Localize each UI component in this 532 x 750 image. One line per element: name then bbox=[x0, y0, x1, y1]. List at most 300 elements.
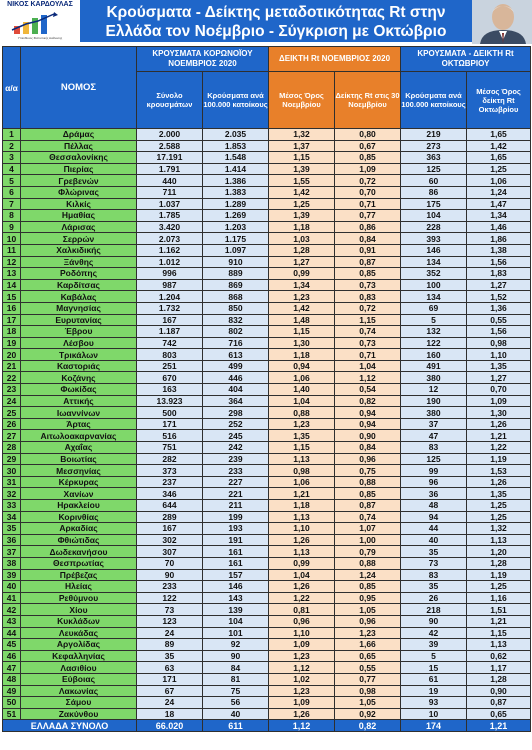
total-cases: 289 bbox=[137, 511, 203, 523]
cases-per-100k: 1.175 bbox=[203, 233, 269, 245]
table-row bbox=[3, 186, 531, 198]
rt-30-nov: 0,73 bbox=[335, 337, 401, 349]
total-cases: 516 bbox=[137, 430, 203, 442]
title-banner bbox=[0, 0, 532, 44]
rt-average: 1,13 bbox=[269, 453, 335, 465]
total-rt-average: 1,12 bbox=[269, 720, 335, 732]
oct-per-100k: 48 bbox=[401, 500, 467, 512]
total-cases: 711 bbox=[137, 186, 203, 198]
prefecture-name: Λάρισας bbox=[21, 221, 137, 233]
oct-rt: 1,27 bbox=[467, 372, 531, 384]
total-row bbox=[3, 720, 531, 732]
cases-per-100k: 499 bbox=[203, 360, 269, 372]
oct-rt: 1,53 bbox=[467, 465, 531, 477]
rt-average: 1,21 bbox=[269, 488, 335, 500]
cases-per-100k: 298 bbox=[203, 407, 269, 419]
oct-per-100k: 273 bbox=[401, 140, 467, 152]
row-number: 39 bbox=[3, 569, 21, 581]
table-row bbox=[3, 302, 531, 314]
cases-per-100k: 139 bbox=[203, 604, 269, 616]
table-row bbox=[3, 163, 531, 175]
row-number: 23 bbox=[3, 384, 21, 396]
total-cases: 90 bbox=[137, 569, 203, 581]
rt-30-nov: 0,72 bbox=[335, 302, 401, 314]
total-cases: 18 bbox=[137, 708, 203, 720]
rt-30-nov: 0,85 bbox=[335, 581, 401, 593]
row-number: 46 bbox=[3, 650, 21, 662]
row-number: 5 bbox=[3, 175, 21, 187]
oct-per-100k: 190 bbox=[401, 395, 467, 407]
cases-per-100k: 716 bbox=[203, 337, 269, 349]
rt-30-nov: 0,75 bbox=[335, 465, 401, 477]
total-cases: 644 bbox=[137, 500, 203, 512]
prefecture-name: Πέλλας bbox=[21, 140, 137, 152]
oct-rt: 1,36 bbox=[467, 302, 531, 314]
oct-per-100k: 26 bbox=[401, 592, 467, 604]
rt-average: 0,98 bbox=[269, 465, 335, 477]
rt-average: 1,23 bbox=[269, 685, 335, 697]
oct-per-100k: 132 bbox=[401, 326, 467, 338]
prefecture-name: Λέσβου bbox=[21, 337, 137, 349]
rt-30-nov: 0,80 bbox=[335, 129, 401, 141]
oct-per-100k: 47 bbox=[401, 430, 467, 442]
rt-30-nov: 0,98 bbox=[335, 685, 401, 697]
oct-per-100k: 96 bbox=[401, 476, 467, 488]
table-row bbox=[3, 569, 531, 581]
rt-30-nov: 1,15 bbox=[335, 314, 401, 326]
table-row bbox=[3, 546, 531, 558]
rt-average: 1,06 bbox=[269, 372, 335, 384]
prefecture-name: Λασιθίου bbox=[21, 662, 137, 674]
rt-30-nov: 0,77 bbox=[335, 210, 401, 222]
total-cases: 1.732 bbox=[137, 302, 203, 314]
rt-average: 1,39 bbox=[269, 163, 335, 175]
row-number: 24 bbox=[3, 395, 21, 407]
row-number: 51 bbox=[3, 708, 21, 720]
oct-rt: 1,30 bbox=[467, 407, 531, 419]
row-number: 19 bbox=[3, 337, 21, 349]
total-cases: 233 bbox=[137, 581, 203, 593]
cases-per-100k: 75 bbox=[203, 685, 269, 697]
total-cases: 70 bbox=[137, 557, 203, 569]
cases-per-100k: 56 bbox=[203, 697, 269, 709]
cases-per-100k: 227 bbox=[203, 476, 269, 488]
rt-average: 1,15 bbox=[269, 152, 335, 164]
cases-per-100k: 81 bbox=[203, 673, 269, 685]
oct-rt: 1,32 bbox=[467, 523, 531, 535]
oct-rt: 1,86 bbox=[467, 233, 531, 245]
total-cases: 996 bbox=[137, 268, 203, 280]
rt-30-nov: 1,00 bbox=[335, 534, 401, 546]
table-row bbox=[3, 314, 531, 326]
rt-average: 1,13 bbox=[269, 511, 335, 523]
rt-30-nov: 0,90 bbox=[335, 430, 401, 442]
total-cases: 24 bbox=[137, 697, 203, 709]
rt-30-nov: 1,07 bbox=[335, 523, 401, 535]
total-cases: 122 bbox=[137, 592, 203, 604]
table-row bbox=[3, 592, 531, 604]
oct-per-100k: 5 bbox=[401, 650, 467, 662]
rt-30-nov: 1,24 bbox=[335, 569, 401, 581]
table-row bbox=[3, 442, 531, 454]
row-number: 6 bbox=[3, 186, 21, 198]
prefecture-name: Λευκάδας bbox=[21, 627, 137, 639]
rt-average: 1,09 bbox=[269, 639, 335, 651]
total-cases: 2.000 bbox=[137, 129, 203, 141]
oct-rt: 1,46 bbox=[467, 221, 531, 233]
cases-per-100k: 364 bbox=[203, 395, 269, 407]
oct-per-100k: 83 bbox=[401, 569, 467, 581]
rt-average: 1,12 bbox=[269, 662, 335, 674]
table-row bbox=[3, 210, 531, 222]
total-cases: 670 bbox=[137, 372, 203, 384]
rt-30-nov: 0,86 bbox=[335, 221, 401, 233]
row-number: 14 bbox=[3, 279, 21, 291]
oct-rt: 0,87 bbox=[467, 697, 531, 709]
rt-average: 1,18 bbox=[269, 349, 335, 361]
rt-average: 1,06 bbox=[269, 476, 335, 488]
total-cases: 282 bbox=[137, 453, 203, 465]
row-number: 38 bbox=[3, 557, 21, 569]
prefecture-name: Καρδίτσας bbox=[21, 279, 137, 291]
author-photo bbox=[472, 0, 532, 44]
oct-per-100k: 35 bbox=[401, 581, 467, 593]
prefecture-name: Ηλείας bbox=[21, 581, 137, 593]
oct-per-100k: 61 bbox=[401, 673, 467, 685]
row-number: 17 bbox=[3, 314, 21, 326]
rt-average: 1,09 bbox=[269, 697, 335, 709]
oct-per-100k: 363 bbox=[401, 152, 467, 164]
column-header-oct-rt: Μέσος Όρος δείκτη Rt Οκτωβρίου bbox=[467, 72, 531, 129]
rt-average: 1,04 bbox=[269, 569, 335, 581]
table-row bbox=[3, 465, 531, 477]
oct-per-100k: 73 bbox=[401, 557, 467, 569]
total-cases: 373 bbox=[137, 465, 203, 477]
total-cases: 171 bbox=[137, 418, 203, 430]
oct-rt: 0,62 bbox=[467, 650, 531, 662]
row-number: 30 bbox=[3, 465, 21, 477]
oct-rt: 1,10 bbox=[467, 349, 531, 361]
rt-30-nov: 1,05 bbox=[335, 604, 401, 616]
table-row bbox=[3, 685, 531, 697]
cases-per-100k: 1.383 bbox=[203, 186, 269, 198]
column-header-cases-per-100k: Κρούσματα ανά 100.000 κατοίκους bbox=[203, 72, 269, 129]
rt-average: 1,26 bbox=[269, 534, 335, 546]
row-number: 8 bbox=[3, 210, 21, 222]
cases-per-100k: 1.203 bbox=[203, 221, 269, 233]
cases-per-100k: 446 bbox=[203, 372, 269, 384]
total-cases: 163 bbox=[137, 384, 203, 396]
table-body bbox=[3, 129, 531, 720]
prefecture-name: Μεσσηνίας bbox=[21, 465, 137, 477]
rt-30-nov: 0,84 bbox=[335, 442, 401, 454]
row-number: 37 bbox=[3, 546, 21, 558]
prefecture-name: Δράμας bbox=[21, 129, 137, 141]
cases-per-100k: 239 bbox=[203, 453, 269, 465]
oct-rt: 1,56 bbox=[467, 326, 531, 338]
table-row bbox=[3, 557, 531, 569]
oct-per-100k: 122 bbox=[401, 337, 467, 349]
prefecture-name: Μαγνησίας bbox=[21, 302, 137, 314]
rt-30-nov: 0,79 bbox=[335, 546, 401, 558]
oct-per-100k: 146 bbox=[401, 244, 467, 256]
row-number: 36 bbox=[3, 534, 21, 546]
table-row bbox=[3, 650, 531, 662]
rt-30-nov: 0,88 bbox=[335, 557, 401, 569]
rt-average: 0,88 bbox=[269, 407, 335, 419]
rt-30-nov: 0,74 bbox=[335, 326, 401, 338]
rt-30-nov: 0,87 bbox=[335, 500, 401, 512]
row-number: 33 bbox=[3, 500, 21, 512]
prefecture-name: Αχαΐας bbox=[21, 442, 137, 454]
table-row bbox=[3, 349, 531, 361]
prefecture-name: Ηρακλείου bbox=[21, 500, 137, 512]
cases-per-100k: 221 bbox=[203, 488, 269, 500]
rt-average: 1,18 bbox=[269, 221, 335, 233]
rt-average: 1,28 bbox=[269, 244, 335, 256]
total-rt-30-nov: 0,82 bbox=[335, 720, 401, 732]
oct-rt: 1,21 bbox=[467, 430, 531, 442]
oct-per-100k: 125 bbox=[401, 453, 467, 465]
row-number: 34 bbox=[3, 511, 21, 523]
column-header-nomos: ΝΟΜΟΣ bbox=[21, 47, 137, 129]
row-number: 16 bbox=[3, 302, 21, 314]
oct-per-100k: 60 bbox=[401, 175, 467, 187]
rt-30-nov: 1,04 bbox=[335, 360, 401, 372]
row-number: 4 bbox=[3, 163, 21, 175]
prefecture-name: Γρεβενών bbox=[21, 175, 137, 187]
cases-table bbox=[2, 46, 531, 732]
rt-30-nov: 0,96 bbox=[335, 453, 401, 465]
rt-30-nov: 0,85 bbox=[335, 152, 401, 164]
oct-rt: 1,22 bbox=[467, 442, 531, 454]
total-cases: 63 bbox=[137, 662, 203, 674]
rt-average: 0,96 bbox=[269, 615, 335, 627]
total-label: ΕΛΛΑΔΑ ΣΥΝΟΛΟ bbox=[3, 720, 137, 732]
oct-rt: 1,35 bbox=[467, 488, 531, 500]
rt-average: 0,99 bbox=[269, 557, 335, 569]
total-cases: 2.073 bbox=[137, 233, 203, 245]
total-cases: 73 bbox=[137, 604, 203, 616]
oct-rt: 1,65 bbox=[467, 129, 531, 141]
cases-per-100k: 92 bbox=[203, 639, 269, 651]
row-number: 20 bbox=[3, 349, 21, 361]
rt-30-nov: 0,74 bbox=[335, 511, 401, 523]
row-number: 10 bbox=[3, 233, 21, 245]
table-row bbox=[3, 581, 531, 593]
total-cases: 803 bbox=[137, 349, 203, 361]
oct-rt: 1,06 bbox=[467, 175, 531, 187]
rt-average: 0,94 bbox=[269, 360, 335, 372]
cases-per-100k: 161 bbox=[203, 546, 269, 558]
oct-per-100k: 35 bbox=[401, 546, 467, 558]
oct-rt: 1,25 bbox=[467, 581, 531, 593]
prefecture-name: Αιτωλοακαρνανίας bbox=[21, 430, 137, 442]
prefecture-name: Κυκλάδων bbox=[21, 615, 137, 627]
oct-per-100k: 37 bbox=[401, 418, 467, 430]
logo bbox=[0, 0, 80, 44]
row-number: 47 bbox=[3, 662, 21, 674]
table-row bbox=[3, 244, 531, 256]
row-number: 27 bbox=[3, 430, 21, 442]
prefecture-name: Λακωνίας bbox=[21, 685, 137, 697]
row-number: 11 bbox=[3, 244, 21, 256]
table-row bbox=[3, 129, 531, 141]
rt-30-nov: 0,92 bbox=[335, 708, 401, 720]
rt-30-nov: 0,67 bbox=[335, 140, 401, 152]
prefecture-name: Κοζάνης bbox=[21, 372, 137, 384]
rt-30-nov: 0,96 bbox=[335, 615, 401, 627]
total-cases: 251 bbox=[137, 360, 203, 372]
total-oct-rt: 1,21 bbox=[467, 720, 531, 732]
oct-rt: 1,20 bbox=[467, 546, 531, 558]
row-number: 28 bbox=[3, 442, 21, 454]
total-cases: 307 bbox=[137, 546, 203, 558]
cases-per-100k: 404 bbox=[203, 384, 269, 396]
oct-per-100k: 15 bbox=[401, 662, 467, 674]
row-number: 40 bbox=[3, 581, 21, 593]
cases-per-100k: 869 bbox=[203, 279, 269, 291]
row-number: 45 bbox=[3, 639, 21, 651]
table-row bbox=[3, 233, 531, 245]
prefecture-name: Καβάλας bbox=[21, 291, 137, 303]
table-row bbox=[3, 476, 531, 488]
cases-per-100k: 613 bbox=[203, 349, 269, 361]
prefecture-name: Χίου bbox=[21, 604, 137, 616]
oct-per-100k: 175 bbox=[401, 198, 467, 210]
row-number: 31 bbox=[3, 476, 21, 488]
oct-per-100k: 69 bbox=[401, 302, 467, 314]
cases-per-100k: 1.289 bbox=[203, 198, 269, 210]
oct-rt: 1,38 bbox=[467, 244, 531, 256]
oct-per-100k: 40 bbox=[401, 534, 467, 546]
rt-30-nov: 0,87 bbox=[335, 256, 401, 268]
group-header-october: ΚΡΟΥΣΜΑΤΑ - ΔΕΙΚΤΗ Rt ΟΚΤΩΒΡΙΟΥ bbox=[401, 47, 531, 72]
rt-average: 1,42 bbox=[269, 302, 335, 314]
total-cases: 1.204 bbox=[137, 291, 203, 303]
table-row bbox=[3, 360, 531, 372]
rt-30-nov: 0,83 bbox=[335, 291, 401, 303]
total-cases: 67 bbox=[137, 685, 203, 697]
oct-per-100k: 94 bbox=[401, 511, 467, 523]
cases-per-100k: 1.548 bbox=[203, 152, 269, 164]
oct-rt: 1,56 bbox=[467, 256, 531, 268]
rt-average: 1,25 bbox=[269, 198, 335, 210]
oct-rt: 1,13 bbox=[467, 534, 531, 546]
cases-per-100k: 252 bbox=[203, 418, 269, 430]
row-number: 41 bbox=[3, 592, 21, 604]
rt-average: 1,37 bbox=[269, 140, 335, 152]
table-row bbox=[3, 175, 531, 187]
cases-per-100k: 1.386 bbox=[203, 175, 269, 187]
total-cases: 167 bbox=[137, 523, 203, 535]
oct-per-100k: 380 bbox=[401, 372, 467, 384]
oct-per-100k: 42 bbox=[401, 627, 467, 639]
rt-30-nov: 1,12 bbox=[335, 372, 401, 384]
cases-per-100k: 40 bbox=[203, 708, 269, 720]
rt-30-nov: 1,05 bbox=[335, 697, 401, 709]
rt-30-nov: 0,84 bbox=[335, 233, 401, 245]
rt-average: 1,26 bbox=[269, 581, 335, 593]
cases-per-100k: 1.414 bbox=[203, 163, 269, 175]
table-row bbox=[3, 395, 531, 407]
prefecture-name: Ξάνθης bbox=[21, 256, 137, 268]
table-row bbox=[3, 198, 531, 210]
row-number: 12 bbox=[3, 256, 21, 268]
cases-per-100k: 233 bbox=[203, 465, 269, 477]
total-cases: 302 bbox=[137, 534, 203, 546]
oct-rt: 0,55 bbox=[467, 314, 531, 326]
rt-30-nov: 0,85 bbox=[335, 488, 401, 500]
oct-per-100k: 44 bbox=[401, 523, 467, 535]
prefecture-name: Θεσπρωτίας bbox=[21, 557, 137, 569]
prefecture-name: Ευρυτανίας bbox=[21, 314, 137, 326]
rt-30-nov: 0,54 bbox=[335, 384, 401, 396]
column-header-aa: α/α bbox=[3, 47, 21, 129]
total-cases: 1.012 bbox=[137, 256, 203, 268]
prefecture-name: Κορινθίας bbox=[21, 511, 137, 523]
rt-average: 1,48 bbox=[269, 314, 335, 326]
prefecture-name: Ιωαννίνων bbox=[21, 407, 137, 419]
row-number: 7 bbox=[3, 198, 21, 210]
table-row bbox=[3, 453, 531, 465]
table-row bbox=[3, 407, 531, 419]
table-row bbox=[3, 384, 531, 396]
table-row bbox=[3, 140, 531, 152]
prefecture-name: Φλώρινας bbox=[21, 186, 137, 198]
cases-per-100k: 104 bbox=[203, 615, 269, 627]
total-cases: 24 bbox=[137, 627, 203, 639]
oct-per-100k: 83 bbox=[401, 442, 467, 454]
prefecture-name: Καστοριάς bbox=[21, 360, 137, 372]
cases-per-100k: 832 bbox=[203, 314, 269, 326]
cases-per-100k: 1.097 bbox=[203, 244, 269, 256]
table-row bbox=[3, 697, 531, 709]
oct-per-100k: 86 bbox=[401, 186, 467, 198]
oct-per-100k: 125 bbox=[401, 163, 467, 175]
row-number: 21 bbox=[3, 360, 21, 372]
table-row bbox=[3, 372, 531, 384]
total-per-100k: 611 bbox=[203, 720, 269, 732]
table-row bbox=[3, 152, 531, 164]
page-title bbox=[82, 3, 470, 41]
table-row bbox=[3, 418, 531, 430]
total-cases: 171 bbox=[137, 673, 203, 685]
rt-30-nov: 0,70 bbox=[335, 186, 401, 198]
table-row bbox=[3, 639, 531, 651]
cases-per-100k: 193 bbox=[203, 523, 269, 535]
total-cases: 17.191 bbox=[137, 152, 203, 164]
oct-rt: 0,65 bbox=[467, 708, 531, 720]
prefecture-name: Κέρκυρας bbox=[21, 476, 137, 488]
prefecture-name: Κιλκίς bbox=[21, 198, 137, 210]
rt-30-nov: 0,77 bbox=[335, 673, 401, 685]
table-row bbox=[3, 511, 531, 523]
cases-per-100k: 889 bbox=[203, 268, 269, 280]
oct-rt: 1,21 bbox=[467, 615, 531, 627]
total-cases: 500 bbox=[137, 407, 203, 419]
total-cases: 751 bbox=[137, 442, 203, 454]
rt-30-nov: 1,66 bbox=[335, 639, 401, 651]
row-number: 26 bbox=[3, 418, 21, 430]
oct-per-100k: 99 bbox=[401, 465, 467, 477]
cases-per-100k: 910 bbox=[203, 256, 269, 268]
rt-average: 1,34 bbox=[269, 279, 335, 291]
rt-average: 1,10 bbox=[269, 523, 335, 535]
rt-30-nov: 0,88 bbox=[335, 476, 401, 488]
row-number: 15 bbox=[3, 291, 21, 303]
oct-rt: 1,24 bbox=[467, 186, 531, 198]
